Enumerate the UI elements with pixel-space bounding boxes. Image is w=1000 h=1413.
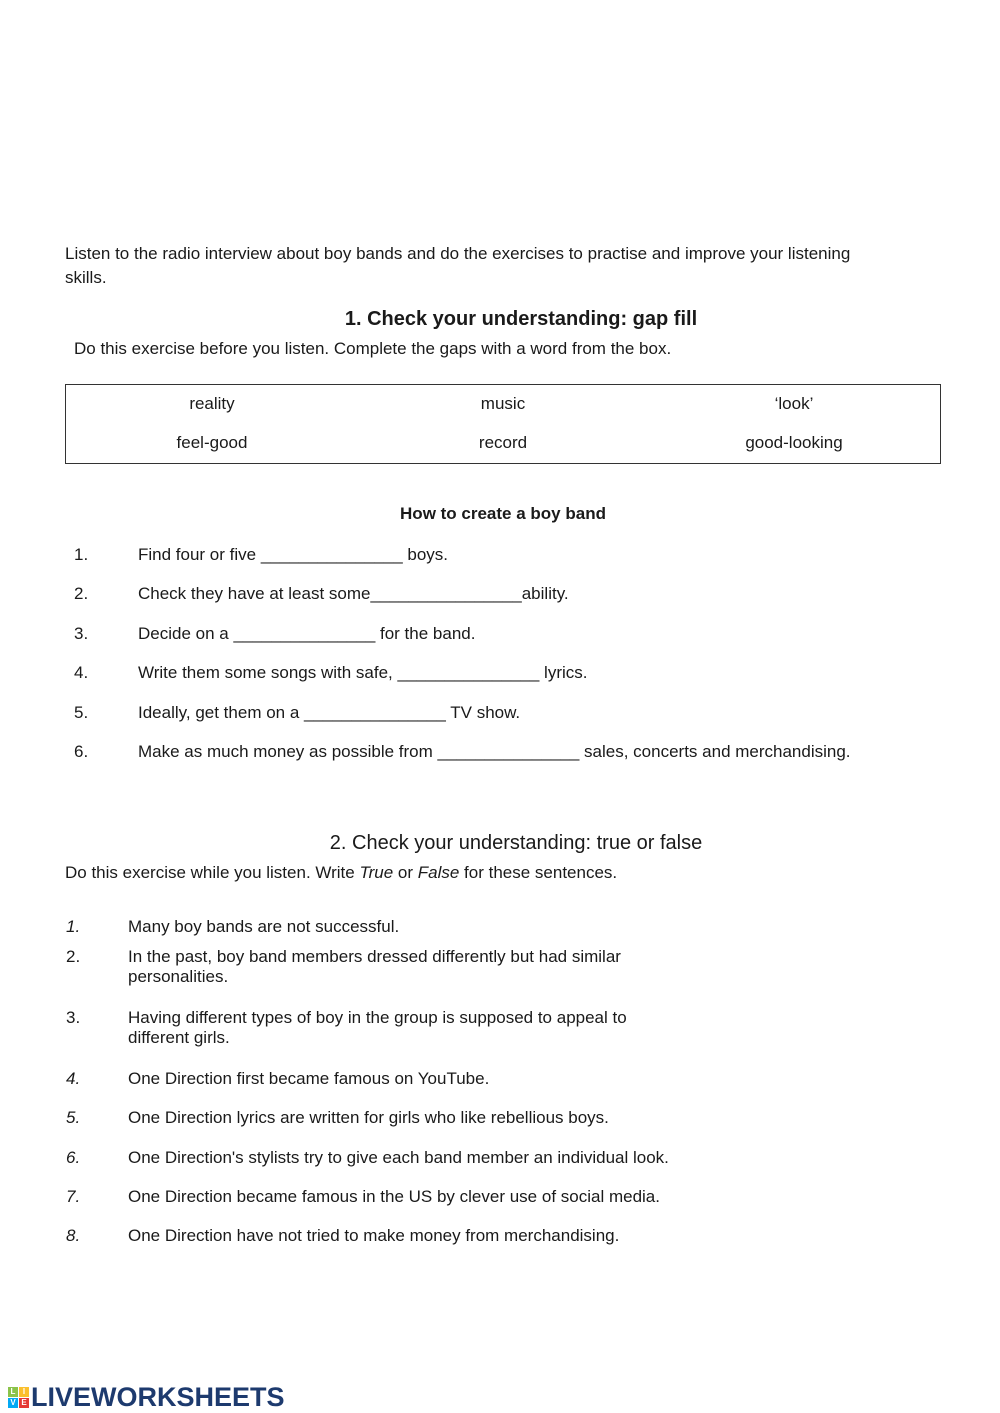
logo-icon [8,1387,29,1408]
item-number: 4. [74,663,89,682]
word: music [480,394,526,413]
logo-letter: I [19,1387,29,1397]
instruction-text: or [393,863,418,882]
item-number: 7. [66,1187,81,1206]
item-number: 5. [66,1108,81,1127]
item-number: 5. [74,703,89,722]
true-word: True [359,863,394,882]
true-false-item-cont: different girls. [128,1028,230,1047]
section1-instruction: Do this exercise before you listen. Complete the gaps with a word from the box. [74,339,672,358]
section2-instruction [65,863,617,883]
gap-fill-item[interactable]: Ideally, get them on a _______________ TV show. [138,703,521,722]
item-number: 1. [66,917,81,936]
instruction-text: Do this exercise while you listen. Write [65,863,360,882]
true-false-item[interactable]: One Direction have not tried to make money from merchandising. [128,1226,620,1245]
true-false-item[interactable]: One Direction lyrics are written for girls who like rebellious boys. [128,1108,609,1127]
intro-line-1: Listen to the radio interview about boy bands and do the exercises to practise and improve your listening [65,244,851,263]
true-false-item[interactable]: One Direction's stylists try to give each band member an individual look. [128,1148,669,1167]
gap-fill-item[interactable]: Check they have at least some________________ability. [138,584,569,603]
gap-fill-item[interactable]: Decide on a _______________ for the band. [138,624,476,643]
section2-title: 2. Check your understanding: true or false [329,832,703,854]
gap-fill-item[interactable]: Find four or five _______________ boys. [138,545,449,564]
word-box [65,384,941,464]
logo-letter: V [8,1398,18,1408]
true-false-item[interactable]: One Direction first became famous on YouTube. [128,1069,490,1088]
item-number: 3. [66,1008,81,1027]
word: feel-good [176,433,248,452]
true-false-item[interactable]: Many boy bands are not successful. [128,917,400,936]
intro-line-2: skills. [65,268,107,287]
item-number: 1. [74,545,89,564]
false-word: False [417,863,460,882]
word: ‘look’ [774,394,814,413]
item-number: 4. [66,1069,81,1088]
word: record [478,433,528,452]
item-number: 3. [74,624,89,643]
logo-letter: L [8,1387,18,1397]
item-number: 6. [74,742,89,761]
true-false-item[interactable]: Having different types of boy in the group is supposed to appeal to [128,1008,627,1027]
item-number: 6. [66,1148,81,1167]
logo-letter: E [19,1398,29,1408]
liveworksheets-logo [8,1382,285,1413]
item-number: 8. [66,1226,81,1245]
true-false-item-cont: personalities. [128,967,229,986]
section1-title: 1. Check your understanding: gap fill [344,308,698,330]
item-number: 2. [66,947,81,966]
gap-fill-item[interactable]: Write them some songs with safe, _______________ lyrics. [138,663,588,682]
logo-text: LIVEWORKSHEETS [31,1382,285,1412]
section1-subtitle: How to create a boy band [400,504,606,523]
instruction-text: for these sentences. [459,863,618,882]
true-false-item[interactable]: One Direction became famous in the US by clever use of social media. [128,1187,660,1206]
gap-fill-item[interactable]: Make as much money as possible from _______________ sales, concerts and merchandising. [138,742,851,761]
item-number: 2. [74,584,89,603]
word: good-looking [745,433,843,452]
word: reality [189,394,235,413]
true-false-item[interactable]: In the past, boy band members dressed differently but had similar [128,947,621,966]
